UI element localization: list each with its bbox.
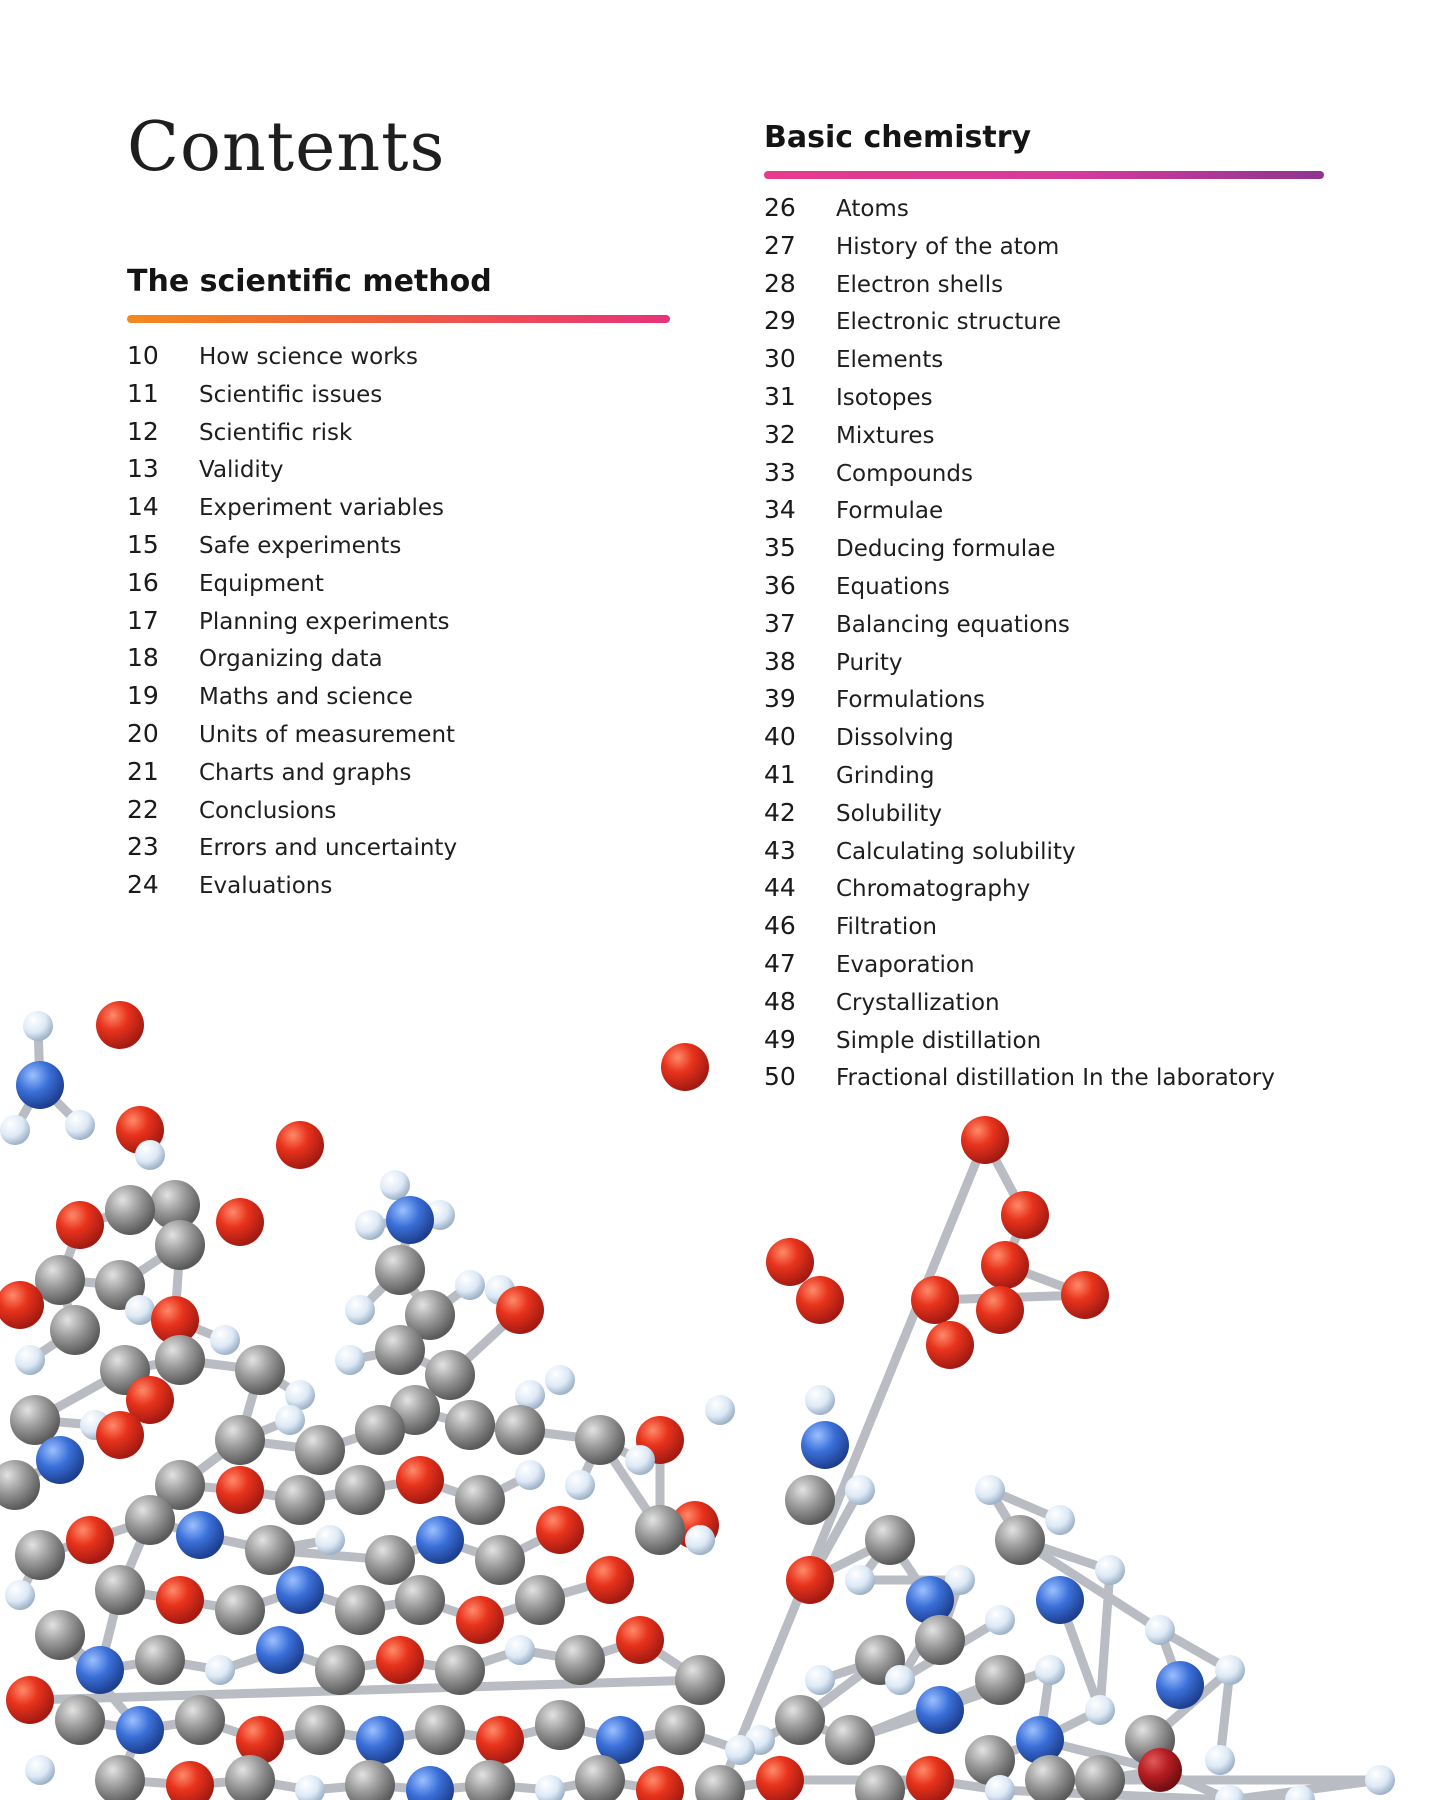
toc-entry[interactable] bbox=[764, 722, 1324, 760]
toc-page-number: 16 bbox=[127, 567, 159, 597]
section-divider bbox=[764, 171, 1324, 179]
toc-entry[interactable] bbox=[764, 684, 1324, 722]
toc-entry[interactable] bbox=[127, 870, 670, 908]
molecule-atom bbox=[395, 1575, 445, 1625]
toc-title: Scientific risk bbox=[199, 419, 353, 446]
toc-title: Safe experiments bbox=[199, 532, 402, 559]
toc-page-number: 47 bbox=[764, 948, 796, 978]
toc-title: Scientific issues bbox=[199, 381, 383, 408]
toc-title: Calculating solubility bbox=[836, 838, 1076, 865]
toc-entry[interactable] bbox=[764, 420, 1324, 458]
toc-page-number: 23 bbox=[127, 832, 159, 862]
molecule-atom bbox=[495, 1405, 545, 1455]
molecule-atom bbox=[845, 1565, 875, 1595]
toc-entry[interactable] bbox=[764, 344, 1324, 382]
molecule-atom bbox=[125, 1495, 175, 1545]
toc-title: Fractional distillation In the laboratory bbox=[836, 1065, 1275, 1092]
toc-entry[interactable] bbox=[127, 832, 670, 870]
molecule-atom bbox=[65, 1110, 95, 1140]
molecule-atom bbox=[555, 1635, 605, 1685]
molecule-atom bbox=[135, 1140, 165, 1170]
molecule-atom bbox=[1001, 1191, 1049, 1239]
toc-entry[interactable] bbox=[764, 647, 1324, 685]
molecule-atom bbox=[475, 1535, 525, 1585]
toc-entry[interactable] bbox=[764, 798, 1324, 836]
toc-entry[interactable] bbox=[127, 681, 670, 719]
toc-title: How science works bbox=[199, 344, 418, 370]
molecule-atom bbox=[1085, 1695, 1115, 1725]
page-title: Contents bbox=[127, 108, 446, 187]
toc-title: Units of measurement bbox=[199, 721, 456, 748]
toc-page-number: 46 bbox=[764, 911, 796, 941]
molecule-atom bbox=[215, 1585, 265, 1635]
toc-entry[interactable] bbox=[127, 530, 670, 568]
toc-entry[interactable] bbox=[764, 609, 1324, 647]
molecule-atom bbox=[455, 1475, 505, 1525]
toc-entry[interactable] bbox=[764, 836, 1324, 874]
molecule-atom bbox=[135, 1635, 185, 1685]
molecule-atom bbox=[661, 1043, 709, 1091]
molecule-atom bbox=[295, 1705, 345, 1755]
toc-title: Electron shells bbox=[836, 271, 1004, 298]
toc-page-number: 19 bbox=[127, 681, 159, 711]
molecule-atom bbox=[6, 1676, 54, 1724]
molecule-atom bbox=[56, 1201, 104, 1249]
toc-title: Evaluations bbox=[199, 873, 333, 900]
toc-title: Filtration bbox=[836, 914, 937, 941]
toc-page-number: 17 bbox=[127, 605, 159, 635]
molecule-atom bbox=[5, 1580, 35, 1610]
molecule-atom bbox=[625, 1445, 655, 1475]
toc-entry[interactable] bbox=[127, 454, 670, 492]
molecule-atom bbox=[345, 1760, 395, 1800]
toc-page-number: 48 bbox=[764, 986, 796, 1016]
toc-page-number: 40 bbox=[764, 722, 796, 752]
molecule-atom bbox=[445, 1400, 495, 1450]
molecule-atom bbox=[586, 1556, 634, 1604]
toc-page-number: 32 bbox=[764, 419, 796, 449]
molecule-atom bbox=[695, 1765, 745, 1800]
toc-title: Solubility bbox=[836, 800, 943, 827]
molecule-atom bbox=[975, 1655, 1025, 1705]
toc-page-number: 35 bbox=[764, 533, 796, 563]
toc-entry[interactable] bbox=[764, 269, 1324, 307]
toc-page-number: 42 bbox=[764, 797, 796, 827]
toc-entry[interactable] bbox=[764, 571, 1324, 609]
molecule-atom bbox=[386, 1196, 434, 1244]
toc-page-number: 18 bbox=[127, 643, 159, 673]
molecule-atom bbox=[915, 1615, 965, 1665]
toc-page-number: 41 bbox=[764, 759, 796, 789]
toc-page-number: 31 bbox=[764, 381, 796, 411]
toc-page-number: 39 bbox=[764, 684, 796, 714]
toc-title: Formulae bbox=[836, 498, 944, 525]
molecule-atom bbox=[315, 1525, 345, 1555]
molecule-atom bbox=[961, 1116, 1009, 1164]
toc-title: Purity bbox=[836, 649, 903, 676]
toc-entry[interactable] bbox=[127, 606, 670, 644]
molecule-atom bbox=[756, 1756, 804, 1800]
molecule-atom bbox=[55, 1695, 105, 1745]
molecule-atom bbox=[535, 1700, 585, 1750]
toc-title: Charts and graphs bbox=[199, 759, 412, 786]
molecule-atom bbox=[375, 1245, 425, 1295]
toc-entry[interactable] bbox=[764, 495, 1324, 533]
molecule-atom bbox=[380, 1170, 410, 1200]
molecule-atom bbox=[295, 1425, 345, 1475]
molecule-atom bbox=[1035, 1655, 1065, 1685]
toc-entry[interactable] bbox=[764, 760, 1324, 798]
molecule-atom bbox=[0, 1115, 30, 1145]
toc-title: Electronic structure bbox=[836, 309, 1062, 336]
toc-page-number: 44 bbox=[764, 873, 796, 903]
toc-entry[interactable] bbox=[764, 458, 1324, 496]
molecule-atom bbox=[926, 1321, 974, 1369]
toc-title: Formulations bbox=[836, 687, 986, 714]
toc-title: Isotopes bbox=[836, 384, 933, 411]
toc-title: Balancing equations bbox=[836, 611, 1070, 638]
molecule-model-illustration bbox=[0, 980, 1454, 1800]
toc-title: Equipment bbox=[199, 570, 324, 597]
toc-title: History of the atom bbox=[836, 233, 1060, 260]
toc-page-number: 49 bbox=[764, 1024, 796, 1054]
molecule-atom bbox=[116, 1706, 164, 1754]
molecule-atom bbox=[356, 1716, 404, 1764]
toc-page-number: 38 bbox=[764, 646, 796, 676]
molecule-atom bbox=[725, 1735, 755, 1765]
section-heading: Basic chemistry bbox=[764, 120, 1032, 155]
molecule-atom bbox=[911, 1276, 959, 1324]
toc-title: Evaporation bbox=[836, 951, 975, 978]
molecule-atom bbox=[175, 1695, 225, 1745]
toc-page-number: 37 bbox=[764, 608, 796, 638]
molecule-bond bbox=[30, 1680, 700, 1700]
toc-page-number: 15 bbox=[127, 529, 159, 559]
molecule-atom bbox=[66, 1516, 114, 1564]
molecule-atom bbox=[536, 1506, 584, 1554]
toc-title: Mixtures bbox=[836, 422, 935, 449]
toc-entry[interactable] bbox=[127, 379, 670, 417]
toc-page-number: 50 bbox=[764, 1062, 796, 1092]
molecule-atom bbox=[355, 1405, 405, 1455]
molecule-atom bbox=[295, 1775, 325, 1800]
molecule-atom bbox=[15, 1530, 65, 1580]
molecule-atom bbox=[975, 1475, 1005, 1505]
molecule-atom bbox=[916, 1686, 964, 1734]
molecule-atom bbox=[435, 1645, 485, 1695]
molecule-atom bbox=[96, 1001, 144, 1049]
toc-list bbox=[764, 193, 1324, 1100]
toc-page-number: 20 bbox=[127, 718, 159, 748]
molecule-atom bbox=[176, 1511, 224, 1559]
toc-title: Chromatography bbox=[836, 876, 1031, 903]
toc-entry[interactable] bbox=[764, 873, 1324, 911]
molecule-atom bbox=[786, 1556, 834, 1604]
toc-page-number: 27 bbox=[764, 230, 796, 260]
molecule-atom bbox=[785, 1475, 835, 1525]
molecule-atom bbox=[365, 1535, 415, 1585]
section-heading: The scientific method bbox=[127, 264, 492, 299]
molecule-atom bbox=[1205, 1745, 1235, 1775]
molecule-atom bbox=[515, 1460, 545, 1490]
toc-page-number: 10 bbox=[127, 341, 159, 370]
molecule-atom bbox=[1145, 1615, 1175, 1645]
molecule-atom bbox=[1215, 1655, 1245, 1685]
molecule-atom bbox=[545, 1365, 575, 1395]
molecule-atom bbox=[515, 1575, 565, 1625]
toc-title: Planning experiments bbox=[199, 608, 450, 635]
molecule-atom bbox=[16, 1061, 64, 1109]
toc-page-number: 12 bbox=[127, 416, 159, 446]
molecule-atom bbox=[256, 1626, 304, 1674]
molecule-atom bbox=[455, 1270, 485, 1300]
molecule-atom bbox=[23, 1011, 53, 1041]
molecule-atom bbox=[995, 1515, 1045, 1565]
molecule-atom bbox=[96, 1411, 144, 1459]
molecule-atom bbox=[375, 1325, 425, 1375]
toc-page-number: 28 bbox=[764, 268, 796, 298]
molecule-atom bbox=[976, 1286, 1024, 1334]
toc-list bbox=[127, 341, 670, 908]
molecule-atom bbox=[906, 1756, 954, 1800]
toc-title: Maths and science bbox=[199, 684, 413, 711]
molecule-atom bbox=[95, 1565, 145, 1615]
toc-entry[interactable] bbox=[764, 231, 1324, 269]
toc-entry[interactable] bbox=[127, 492, 670, 530]
molecule-atom bbox=[535, 1775, 565, 1800]
molecule-atom bbox=[406, 1766, 454, 1800]
toc-page-number: 22 bbox=[127, 794, 159, 824]
molecule-atom bbox=[616, 1616, 664, 1664]
toc-entry[interactable] bbox=[764, 382, 1324, 420]
molecule-atom bbox=[705, 1395, 735, 1425]
toc-title: Compounds bbox=[836, 460, 973, 487]
toc-title: Elements bbox=[836, 347, 944, 374]
molecule-atom bbox=[675, 1655, 725, 1705]
molecule-atom bbox=[805, 1665, 835, 1695]
molecule-atom bbox=[355, 1210, 385, 1240]
molecule-atom bbox=[25, 1755, 55, 1785]
molecule-atom bbox=[796, 1276, 844, 1324]
molecule-atom bbox=[15, 1345, 45, 1375]
toc-page-number: 24 bbox=[127, 870, 159, 900]
molecule-atom bbox=[575, 1415, 625, 1465]
molecule-atom bbox=[981, 1241, 1029, 1289]
molecule-atom bbox=[245, 1525, 295, 1575]
molecule-atom bbox=[685, 1525, 715, 1555]
toc-title: Experiment variables bbox=[199, 495, 444, 522]
toc-title: Validity bbox=[199, 457, 284, 484]
molecule-atom bbox=[36, 1436, 84, 1484]
molecule-atom bbox=[635, 1505, 685, 1555]
molecule-atom bbox=[35, 1610, 85, 1660]
molecule-atom bbox=[1061, 1271, 1109, 1319]
toc-entry[interactable] bbox=[127, 795, 670, 833]
toc-entry[interactable] bbox=[764, 533, 1324, 571]
toc-page-number: 14 bbox=[127, 492, 159, 522]
molecule-atom bbox=[235, 1345, 285, 1395]
molecule-atom bbox=[50, 1305, 100, 1355]
toc-entry[interactable] bbox=[127, 719, 670, 757]
toc-entry[interactable] bbox=[127, 757, 670, 795]
molecule-atom bbox=[496, 1286, 544, 1334]
molecule-atom bbox=[275, 1405, 305, 1435]
molecule-atom bbox=[276, 1121, 324, 1169]
toc-title: Errors and uncertainty bbox=[199, 835, 458, 862]
toc-title: Atoms bbox=[836, 196, 909, 222]
molecule-atom bbox=[845, 1475, 875, 1505]
toc-entry[interactable] bbox=[764, 306, 1324, 344]
molecule-atom bbox=[766, 1238, 814, 1286]
toc-page-number: 21 bbox=[127, 756, 159, 786]
molecule-atom bbox=[805, 1385, 835, 1415]
molecule-atom bbox=[335, 1585, 385, 1635]
molecule-atom bbox=[1365, 1765, 1395, 1795]
molecule-atom bbox=[1215, 1785, 1245, 1800]
molecule-atom bbox=[376, 1636, 424, 1684]
molecule-atom bbox=[335, 1465, 385, 1515]
molecule-atom bbox=[315, 1645, 365, 1695]
molecule-atom bbox=[216, 1466, 264, 1514]
toc-title: Simple distillation bbox=[836, 1027, 1042, 1054]
molecule-atom bbox=[565, 1470, 595, 1500]
toc-entry[interactable] bbox=[127, 341, 670, 379]
section-divider bbox=[127, 315, 670, 323]
molecule-atom bbox=[655, 1705, 705, 1755]
toc-entry[interactable] bbox=[127, 643, 670, 681]
molecule-atom bbox=[210, 1325, 240, 1355]
toc-title: Organizing data bbox=[199, 646, 383, 673]
toc-page-number: 34 bbox=[764, 495, 796, 525]
molecule-atom bbox=[396, 1456, 444, 1504]
molecule-atom bbox=[166, 1761, 214, 1800]
toc-title: Crystallization bbox=[836, 989, 1000, 1016]
section-basic-chemistry bbox=[764, 120, 1324, 1100]
toc-title: Deducing formulae bbox=[836, 536, 1056, 563]
molecule-atom bbox=[276, 1566, 324, 1614]
molecule-atom bbox=[825, 1715, 875, 1765]
molecule-atom bbox=[801, 1421, 849, 1469]
molecule-atom bbox=[855, 1765, 905, 1800]
toc-page-number: 43 bbox=[764, 835, 796, 865]
toc-page-number: 13 bbox=[127, 454, 159, 484]
toc-title: Equations bbox=[836, 573, 950, 600]
molecule-atom bbox=[775, 1695, 825, 1745]
molecule-atom bbox=[105, 1185, 155, 1235]
molecule-atom bbox=[465, 1760, 515, 1800]
molecule-atom bbox=[205, 1655, 235, 1685]
section-scientific-method bbox=[127, 264, 670, 908]
toc-entry[interactable] bbox=[764, 193, 1324, 231]
toc-title: Grinding bbox=[836, 762, 935, 789]
molecule-atom bbox=[345, 1295, 375, 1325]
toc-title: Conclusions bbox=[199, 797, 337, 824]
molecule-atom bbox=[1138, 1748, 1182, 1792]
toc-title: Dissolving bbox=[836, 725, 954, 752]
toc-entry[interactable] bbox=[764, 911, 1324, 949]
toc-page-number: 11 bbox=[127, 378, 159, 408]
molecule-atom bbox=[416, 1516, 464, 1564]
molecule-atom bbox=[335, 1345, 365, 1375]
molecule-atom bbox=[156, 1576, 204, 1624]
toc-page-number: 30 bbox=[764, 344, 796, 374]
molecule-atom bbox=[215, 1415, 265, 1465]
molecule-atom bbox=[885, 1665, 915, 1695]
toc-entry[interactable] bbox=[127, 417, 670, 455]
molecule-atom bbox=[216, 1198, 264, 1246]
toc-page-number: 29 bbox=[764, 306, 796, 336]
molecule-atom bbox=[76, 1646, 124, 1694]
molecule-atom bbox=[275, 1475, 325, 1525]
molecule-atom bbox=[985, 1605, 1015, 1635]
molecule-atom bbox=[155, 1220, 205, 1270]
toc-entry[interactable] bbox=[127, 568, 670, 606]
toc-page-number: 26 bbox=[764, 193, 796, 222]
molecule-atom bbox=[95, 1755, 145, 1800]
toc-page-number: 33 bbox=[764, 457, 796, 487]
molecule-atom bbox=[1036, 1576, 1084, 1624]
molecule-atom bbox=[456, 1596, 504, 1644]
molecule-atom bbox=[1045, 1505, 1075, 1535]
molecule-atom bbox=[1156, 1661, 1204, 1709]
molecule-atom bbox=[636, 1766, 684, 1800]
molecule-atom bbox=[125, 1295, 155, 1325]
molecule-atom bbox=[476, 1716, 524, 1764]
molecule-atom bbox=[865, 1515, 915, 1565]
toc-page-number: 36 bbox=[764, 570, 796, 600]
molecule-atom bbox=[505, 1635, 535, 1665]
molecule-atom bbox=[155, 1335, 205, 1385]
molecule-atom bbox=[415, 1705, 465, 1755]
molecule-atom bbox=[1095, 1555, 1125, 1585]
molecule-atom bbox=[0, 1460, 40, 1510]
